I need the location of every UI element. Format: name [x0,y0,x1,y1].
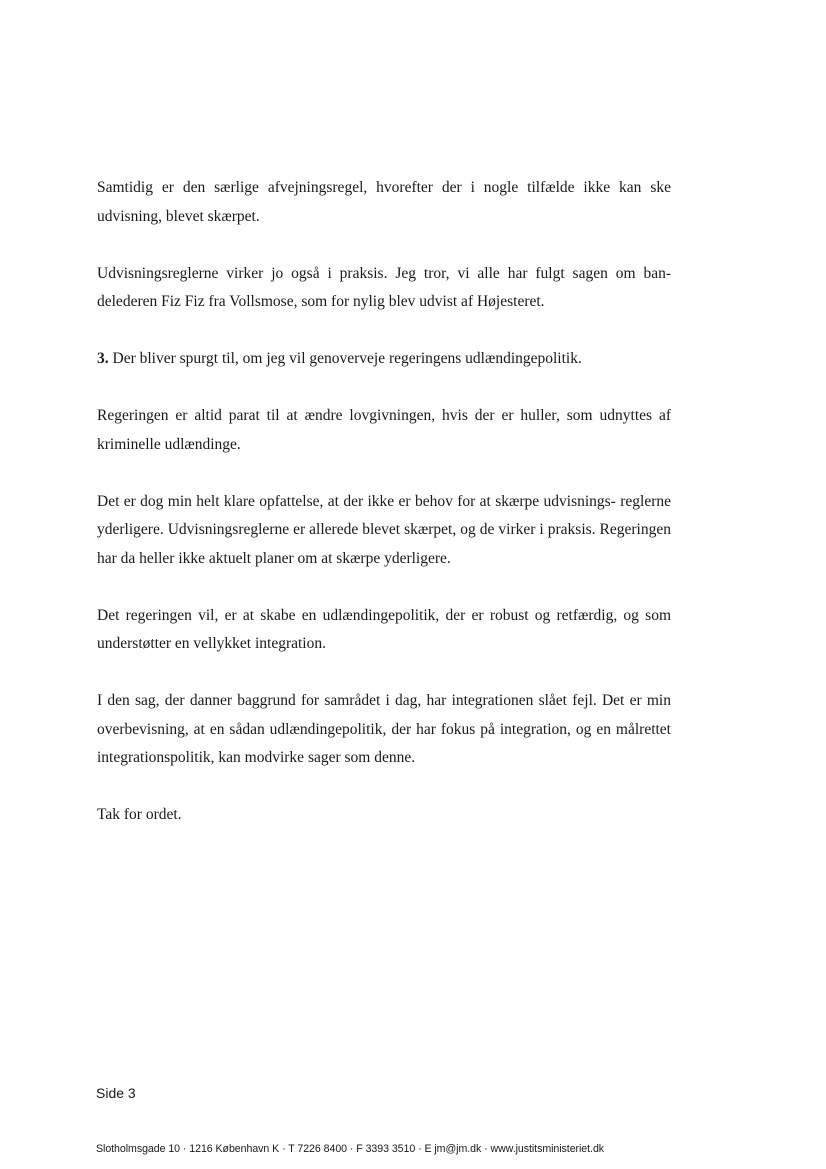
document-body [97,174,671,858]
paragraph: Regeringen er altid parat til at ændre lovgivningen, hvis der er huller, som udnyttes af kriminelle udlændinge. [97,407,671,453]
paragraph: Udvisningsreglerne virker jo også i praksis. Jeg tror, vi alle har fulgt sagen om ban- delederen Fiz Fiz fra Vollsmose, som for nylig blev udvist af Højesteret. [97,264,671,310]
paragraph-text: Der bliver spurgt til, om jeg vil genoverveje regeringens udlændingepolitik. [112,350,582,367]
paragraph: Det regeringen vil, er at skabe en udlændingepolitik, der er robust og retfærdig, og som understøtter en vellykket integration. [97,606,671,652]
closing-paragraph: Tak for ordet. [97,806,182,823]
numbered-paragraph [97,345,671,374]
paragraph: Samtidig er den særlige afvejningsregel, hvorefter der i nogle tilfælde ikke kan ske udvisning, blevet skærpet. [97,179,671,225]
paragraph: I den sag, der danner baggrund for samrådet i dag, har integrationen slået fejl. Det er min overbevisning, at en sådan udlændingepolitik, der har fokus på integration, og en målrettet integrationspolitik, kan modvirke sager som denne. [97,692,671,766]
page-number: Side 3 [96,1085,136,1101]
paragraph: Det er dog min helt klare opfattelse, at der ikke er behov for at skærpe udvisnings- reglerne yderligere. Udvisningsreglerne er allerede blevet skærpet, og de virker i praksis. Regeringen har da heller ikke aktuelt planer om at skærpe yderligere. [97,492,671,567]
section-number: 3. [97,350,109,367]
footer-address: Slotholmsgade 10 · 1216 København K · T 7226 8400 · F 3393 3510 · E jm@jm.dk · www.justitsministeriet.dk [96,1143,605,1155]
